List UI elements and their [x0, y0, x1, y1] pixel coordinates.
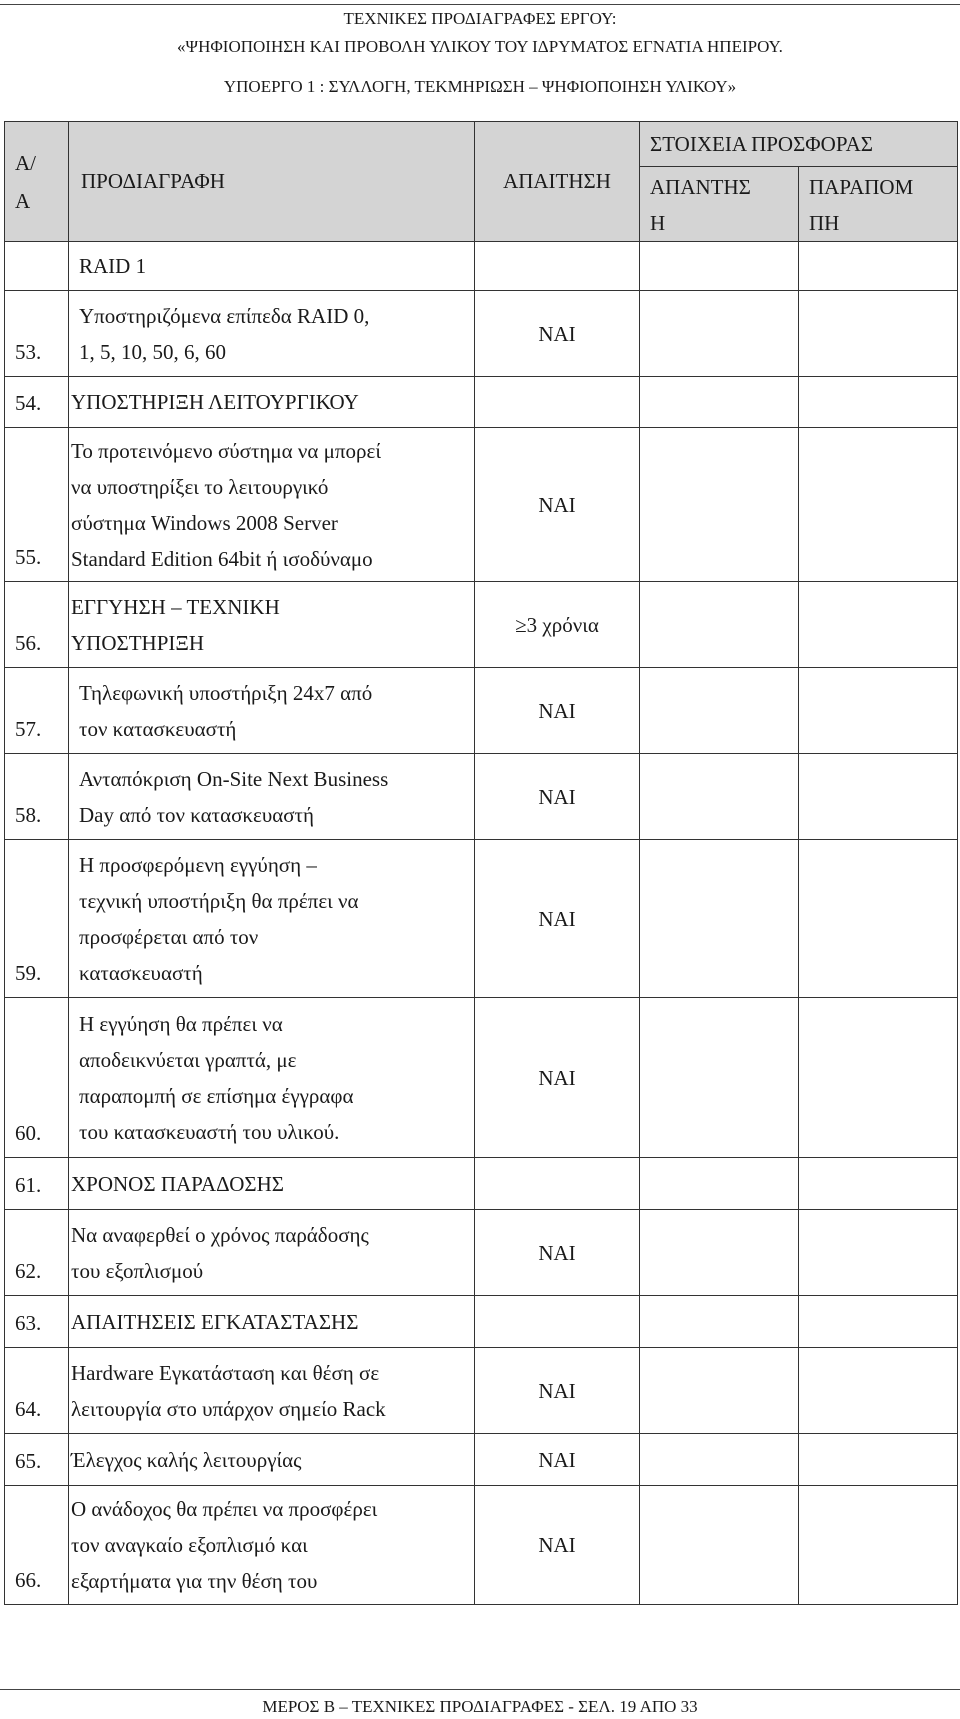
row-answer — [640, 377, 799, 428]
row-number: 66. — [5, 1486, 69, 1605]
table-row — [5, 1210, 958, 1296]
row-reference — [799, 582, 958, 668]
specification-line: Η προσφερόμενη εγγύηση – — [79, 852, 317, 877]
specification-line: Ανταπόκριση On-Site Next Business — [79, 766, 389, 791]
row-requirement — [475, 1158, 640, 1210]
top-rule — [0, 4, 960, 5]
col-reference-header — [799, 167, 958, 242]
row-specification — [69, 1296, 475, 1348]
row-specification — [69, 1348, 475, 1434]
row-requirement: ΝΑΙ — [475, 998, 640, 1158]
row-specification — [69, 428, 475, 582]
row-specification — [69, 291, 475, 377]
specification-line: τον κατασκευαστή — [79, 716, 237, 741]
row-reference — [799, 840, 958, 998]
row-reference — [799, 1434, 958, 1486]
table-row — [5, 1296, 958, 1348]
row-number: 57. — [5, 668, 69, 754]
row-requirement: ΝΑΙ — [475, 1434, 640, 1486]
table-row — [5, 1486, 958, 1605]
specification-line: τεχνική υποστήριξη θα πρέπει να — [79, 888, 359, 913]
row-number: 64. — [5, 1348, 69, 1434]
row-specification — [69, 1486, 475, 1605]
row-requirement — [475, 1296, 640, 1348]
row-number: 55. — [5, 428, 69, 582]
row-requirement: ΝΑΙ — [475, 1348, 640, 1434]
bottom-rule — [0, 1689, 960, 1690]
row-number: 61. — [5, 1158, 69, 1210]
specification-line: ΑΠΑΙΤΗΣΕΙΣ ΕΓΚΑΤΑΣΤΑΣΗΣ — [71, 1309, 359, 1334]
specification-line: Τηλεφωνική υποστήριξη 24x7 από — [79, 680, 373, 705]
specification-line: προσφέρεται από τον — [79, 924, 259, 949]
table-row — [5, 840, 958, 998]
row-specification — [69, 242, 475, 291]
specification-line: του κατασκευαστή του υλικού. — [79, 1119, 340, 1144]
row-answer — [640, 291, 799, 377]
specification-line: Ο ανάδοχος θα πρέπει να προσφέρει — [71, 1497, 378, 1521]
row-answer — [640, 1434, 799, 1486]
specification-line: αποδεικνύεται γραπτά, με — [79, 1047, 297, 1072]
specification-line: Day από τον κατασκευαστή — [79, 802, 314, 827]
row-requirement: ΝΑΙ — [475, 840, 640, 998]
table-row — [5, 291, 958, 377]
row-number: 63. — [5, 1296, 69, 1348]
row-specification — [69, 1210, 475, 1296]
specification-line: του εξοπλισμού — [71, 1258, 204, 1283]
specification-line: Hardware Εγκατάσταση και θέση σε — [71, 1360, 380, 1385]
specification-line: Έλεγχος καλής λειτουργίας — [71, 1447, 302, 1472]
row-answer — [640, 582, 799, 668]
col-reference-label-2: ΠΗ — [809, 211, 840, 235]
row-specification — [69, 582, 475, 668]
row-reference — [799, 998, 958, 1158]
row-requirement: ≥3 χρόνια — [475, 582, 640, 668]
specification-line: Standard Edition 64bit ή ισοδύναμο — [71, 546, 373, 571]
specification-line: να υποστηρίξει το λειτουργικό — [71, 474, 329, 499]
row-requirement — [475, 377, 640, 428]
row-reference — [799, 291, 958, 377]
table-row — [5, 428, 958, 582]
table-row — [5, 242, 958, 291]
row-specification — [69, 840, 475, 998]
page-footer: ΜΕΡΟΣ Β – ΤΕΧΝΙΚΕΣ ΠΡΟΔΙΑΓΡΑΦΕΣ - ΣΕΛ. 19 ΑΠΟ 33 — [262, 1697, 698, 1716]
specification-line: Υποστηριζόμενα επίπεδα RAID 0, — [79, 303, 370, 328]
row-reference — [799, 1348, 958, 1434]
row-number: 60. — [5, 998, 69, 1158]
table-row — [5, 754, 958, 840]
row-specification — [69, 754, 475, 840]
col-answer-label-2: Η — [650, 211, 666, 235]
col-spec-header: ΠΡΟΔΙΑΓΡΑΦΗ — [69, 122, 475, 242]
specification-line: ΥΠΟΣΤΗΡΙΞΗ — [71, 630, 205, 655]
row-reference — [799, 668, 958, 754]
col-answer-header — [640, 167, 799, 242]
specification-line: Να αναφερθεί ο χρόνος παράδοσης — [71, 1222, 369, 1247]
row-requirement: ΝΑΙ — [475, 1486, 640, 1605]
col-offer-header: ΣΤΟΙΧΕΙΑ ΠΡΟΣΦΟΡΑΣ — [640, 122, 958, 167]
header-line-1: ΤΕΧΝΙΚΕΣ ΠΡΟΔΙΑΓΡΑΦΕΣ ΕΡΓΟΥ: — [343, 9, 617, 28]
table-row — [5, 1348, 958, 1434]
row-number: 54. — [5, 377, 69, 428]
specification-line: Το προτεινόμενο σύστημα να μπορεί — [71, 438, 381, 463]
row-requirement: ΝΑΙ — [475, 754, 640, 840]
row-specification — [69, 668, 475, 754]
row-number: 65. — [5, 1434, 69, 1486]
row-number: 62. — [5, 1210, 69, 1296]
row-number — [5, 242, 69, 291]
row-reference — [799, 754, 958, 840]
header-row-1 — [5, 122, 958, 167]
row-answer — [640, 1348, 799, 1434]
row-answer — [640, 998, 799, 1158]
row-reference — [799, 1158, 958, 1210]
col-number-label-1: Α/ — [15, 150, 36, 175]
row-answer — [640, 840, 799, 998]
row-answer — [640, 668, 799, 754]
col-answer-label-1: ΑΠΑΝΤΗΣ — [650, 175, 751, 199]
col-number-label-2: Α — [15, 188, 31, 213]
specification-line: λειτουργία στο υπάρχον σημείο Rack — [71, 1396, 386, 1421]
row-specification — [69, 1434, 475, 1486]
table-row — [5, 1158, 958, 1210]
specification-line: 1, 5, 10, 50, 6, 60 — [79, 339, 226, 364]
row-reference — [799, 1486, 958, 1605]
row-reference — [799, 242, 958, 291]
row-specification — [69, 1158, 475, 1210]
specification-line: τον αναγκαίο εξοπλισμό και — [71, 1533, 308, 1557]
row-reference — [799, 1210, 958, 1296]
row-answer — [640, 1296, 799, 1348]
specification-line: κατασκευαστή — [79, 960, 203, 985]
row-reference — [799, 1296, 958, 1348]
row-reference — [799, 428, 958, 582]
row-number: 56. — [5, 582, 69, 668]
row-requirement: ΝΑΙ — [475, 668, 640, 754]
table-row — [5, 582, 958, 668]
specification-line: RAID 1 — [79, 254, 147, 278]
col-number-header — [5, 122, 69, 242]
row-answer — [640, 1486, 799, 1605]
specification-line: εξαρτήματα για την θέση του — [71, 1569, 318, 1593]
spec-table-body — [5, 242, 958, 1605]
specification-line: Η εγγύηση θα πρέπει να — [79, 1011, 283, 1036]
row-requirement — [475, 242, 640, 291]
table-row — [5, 998, 958, 1158]
row-requirement: ΝΑΙ — [475, 428, 640, 582]
row-answer — [640, 428, 799, 582]
table-row — [5, 377, 958, 428]
col-requirement-header: ΑΠΑΙΤΗΣΗ — [475, 122, 640, 242]
table-row — [5, 1434, 958, 1486]
row-requirement: ΝΑΙ — [475, 1210, 640, 1296]
specification-line: σύστημα Windows 2008 Server — [71, 510, 338, 535]
row-requirement: ΝΑΙ — [475, 291, 640, 377]
row-number: 53. — [5, 291, 69, 377]
row-answer — [640, 1210, 799, 1296]
spec-table — [4, 121, 958, 1605]
table-row — [5, 668, 958, 754]
row-number: 59. — [5, 840, 69, 998]
row-answer — [640, 242, 799, 291]
row-specification — [69, 377, 475, 428]
header-line-3: ΥΠΟΕΡΓΟ 1 : ΣΥΛΛΟΓΗ, ΤΕΚΜΗΡΙΩΣΗ – ΨΗΦΙΟΠΟΙΗΣΗ ΥΛΙΚΟΥ» — [223, 77, 737, 96]
specification-line: ΥΠΟΣΤΗΡΙΞΗ ΛΕΙΤΟΥΡΓΙΚΟΥ — [71, 390, 359, 414]
row-reference — [799, 377, 958, 428]
specification-line: ΧΡΟΝΟΣ ΠΑΡΑΔΟΣΗΣ — [71, 1171, 284, 1196]
row-answer — [640, 1158, 799, 1210]
specification-line: ΕΓΓΥΗΣΗ – ΤΕΧΝΙΚΗ — [71, 594, 280, 619]
header-line-2: «ΨΗΦΙΟΠΟΙΗΣΗ ΚΑΙ ΠΡΟΒΟΛΗ ΥΛΙΚΟΥ ΤΟΥ ΙΔΡΥΜΑΤΟΣ ΕΓΝΑΤΙΑ ΗΠΕΙΡΟΥ. — [177, 37, 783, 56]
row-specification — [69, 998, 475, 1158]
row-number: 58. — [5, 754, 69, 840]
col-reference-label-1: ΠΑΡΑΠΟΜ — [809, 175, 914, 199]
specification-line: παραπομπή σε επίσημα έγγραφα — [79, 1083, 354, 1108]
row-answer — [640, 754, 799, 840]
